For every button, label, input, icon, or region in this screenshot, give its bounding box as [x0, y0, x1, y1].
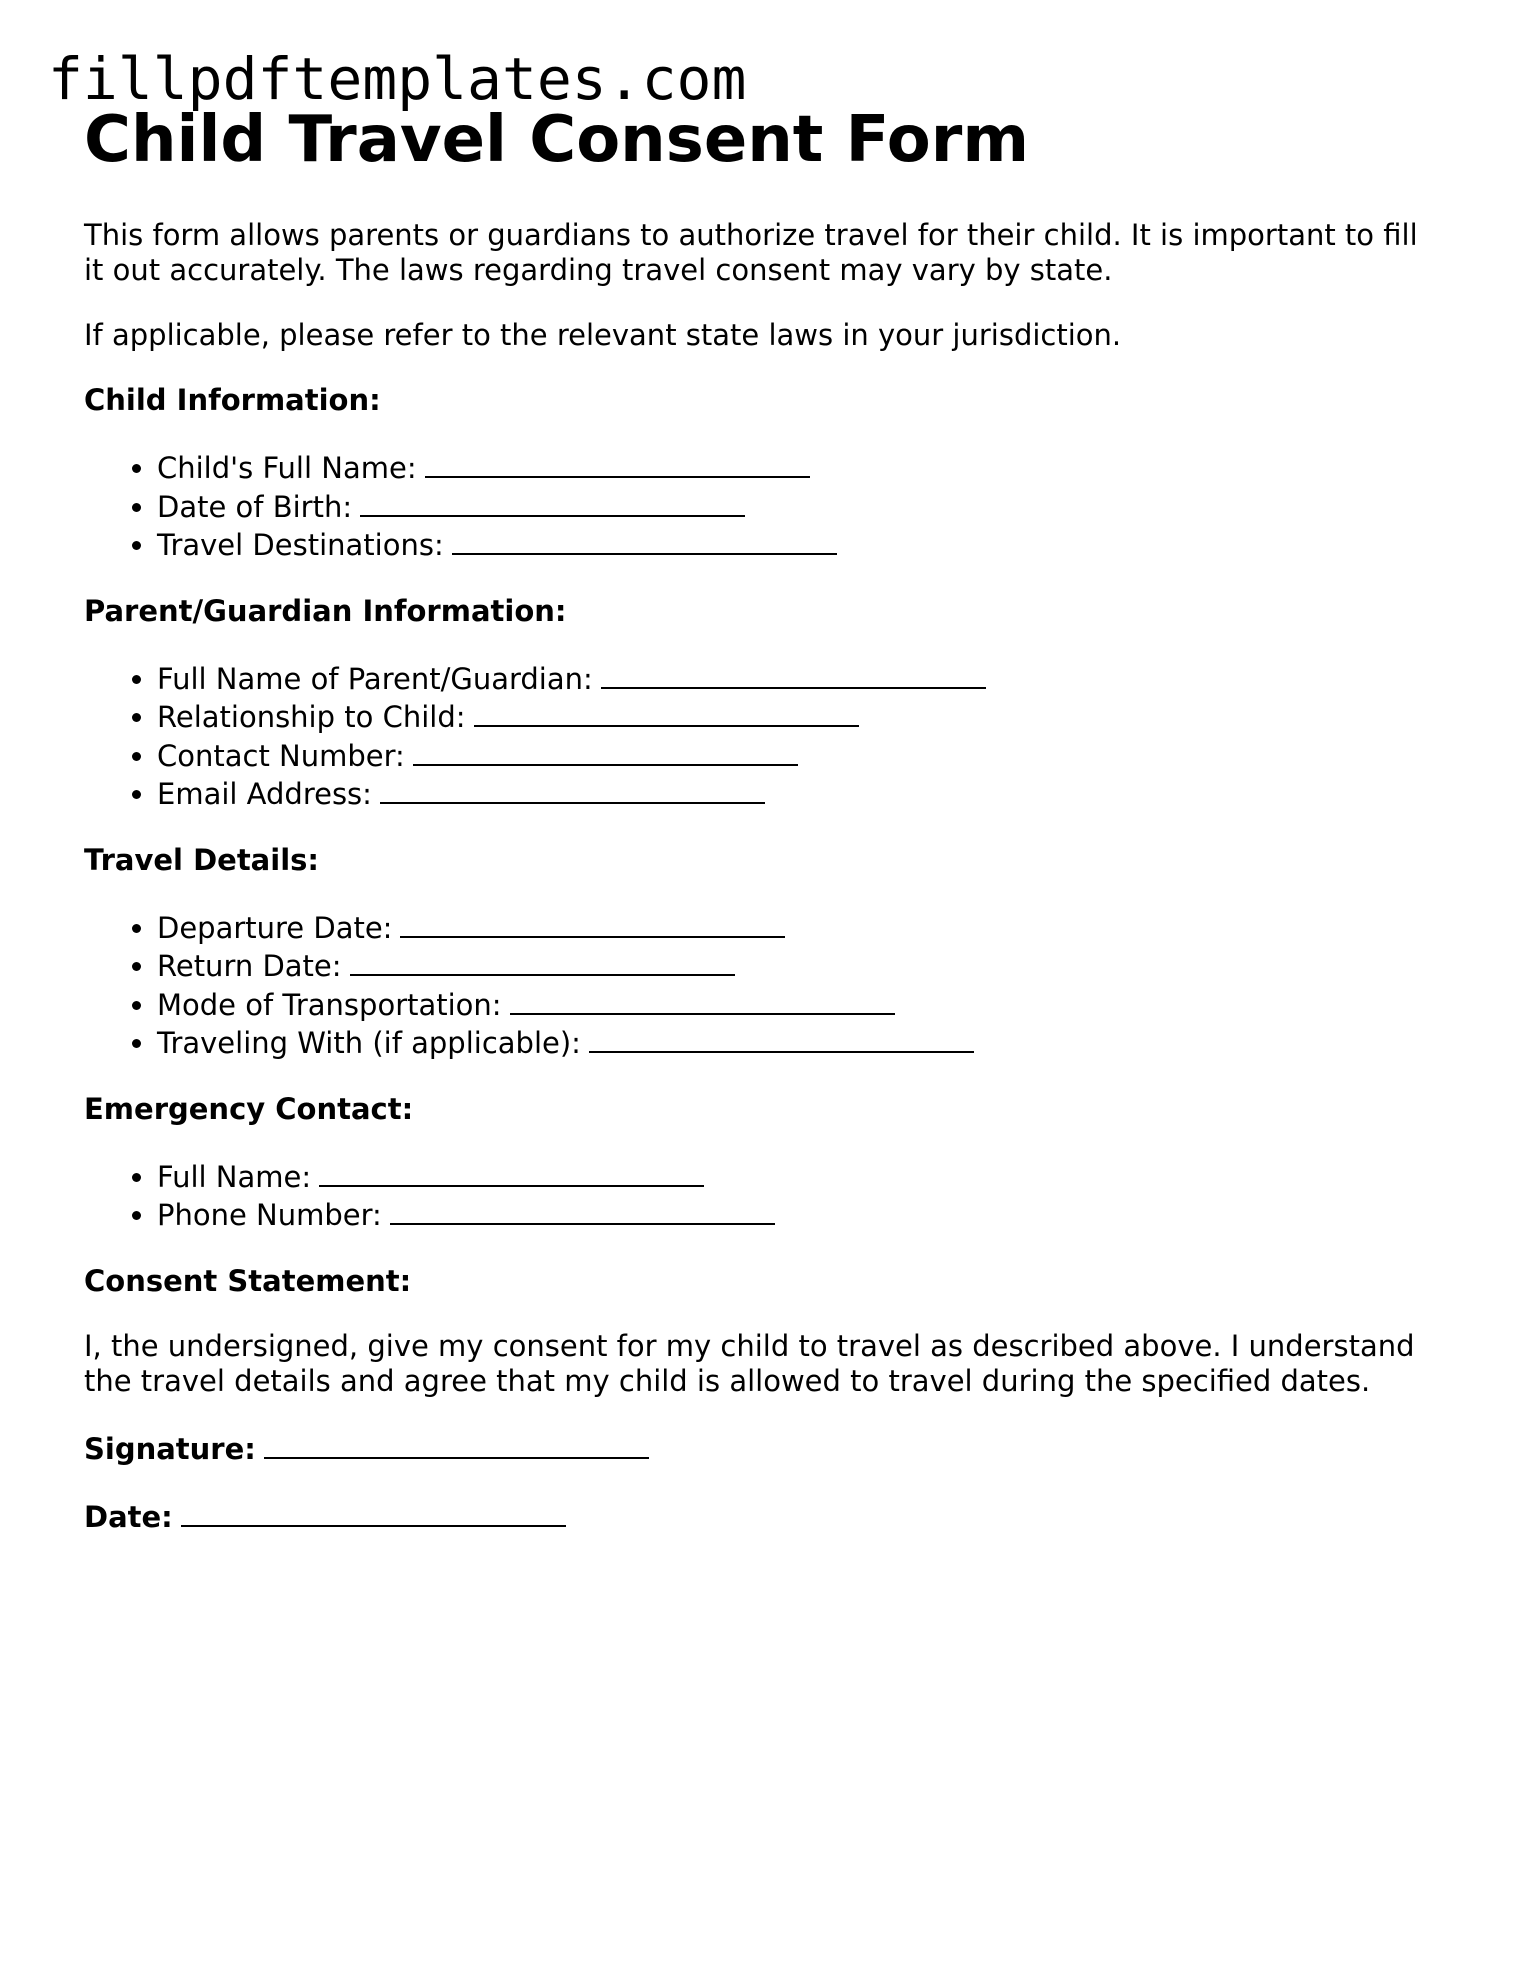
page-title: Child Travel Consent Form [84, 103, 1029, 177]
date-of-birth-blank[interactable] [360, 487, 745, 517]
emergency-contact-heading: Emergency Contact: [84, 1091, 414, 1126]
field-label: Mode of Transportation: [157, 987, 502, 1022]
guardian-info-list [84, 659, 1444, 813]
travel-details-list [84, 908, 1444, 1062]
field-label: Return Date: [157, 949, 342, 983]
field-label: Phone Number: [157, 1198, 382, 1232]
field-traveling-with [157, 1023, 1444, 1062]
travel-details-heading: Travel Details: [84, 842, 319, 877]
consent-heading: Consent Statement: [84, 1263, 412, 1298]
form-page [84, 100, 1444, 1535]
field-emergency-full-name [157, 1157, 1444, 1196]
relationship-blank[interactable] [474, 697, 859, 727]
field-label: Traveling With (if applicable): [157, 1026, 581, 1060]
date-line [84, 1497, 1444, 1535]
field-label: Email Address: [157, 777, 372, 811]
signature-blank[interactable] [264, 1429, 649, 1459]
travel-destinations-blank[interactable] [452, 525, 837, 555]
signature-label: Signature: [84, 1431, 256, 1466]
emergency-full-name-blank[interactable] [319, 1157, 704, 1187]
field-return-date [157, 946, 1444, 985]
date-blank[interactable] [181, 1497, 566, 1527]
transportation-blank[interactable] [510, 985, 895, 1015]
field-label: Departure Date: [157, 910, 393, 945]
field-email-address [157, 774, 1444, 813]
site-watermark: fillpdftemplates.com [48, 45, 747, 113]
child-full-name-blank[interactable] [425, 448, 810, 478]
field-date-of-birth [157, 487, 1444, 526]
intro-paragraph: This form allows parents or guardians to authorize travel for their child. It is important to fill it out accurately. The laws regarding travel consent may vary by state. [84, 218, 1418, 287]
child-info-heading: Child Information: [84, 383, 381, 417]
field-label: Date of Birth: [157, 489, 353, 524]
departure-date-blank[interactable] [400, 908, 785, 938]
emergency-contact-list [84, 1157, 1444, 1234]
guardian-info-heading: Parent/Guardian Information: [84, 593, 567, 628]
field-label: Full Name of Parent/Guardian: [157, 661, 593, 696]
field-travel-destinations [157, 525, 1444, 564]
field-phone-number [157, 1195, 1444, 1234]
guardian-full-name-blank[interactable] [601, 659, 986, 689]
field-label: Travel Destinations: [157, 528, 444, 562]
contact-number-blank[interactable] [413, 736, 798, 766]
traveling-with-blank[interactable] [589, 1023, 974, 1053]
field-contact-number [157, 736, 1444, 775]
field-label: Child's Full Name: [157, 451, 417, 485]
field-transportation [157, 985, 1444, 1024]
field-label: Relationship to Child: [157, 700, 466, 734]
phone-number-blank[interactable] [390, 1195, 775, 1225]
return-date-blank[interactable] [350, 946, 735, 976]
field-label: Contact Number: [157, 738, 405, 773]
field-departure-date [157, 908, 1444, 947]
signature-line [84, 1429, 1444, 1467]
law-note: If applicable, please refer to the relevant state laws in your jurisdiction. [84, 318, 1122, 352]
date-label: Date: [84, 1499, 173, 1534]
field-relationship [157, 697, 1444, 736]
field-label: Full Name: [157, 1159, 312, 1194]
field-child-full-name [157, 448, 1444, 487]
email-address-blank[interactable] [380, 774, 765, 804]
child-info-list [84, 448, 1444, 564]
field-guardian-full-name [157, 659, 1444, 698]
consent-statement: I, the undersigned, give my consent for my child to travel as described above. I understand the travel details and agree that my child is allowed to travel during the specified dates. [84, 1328, 1415, 1398]
